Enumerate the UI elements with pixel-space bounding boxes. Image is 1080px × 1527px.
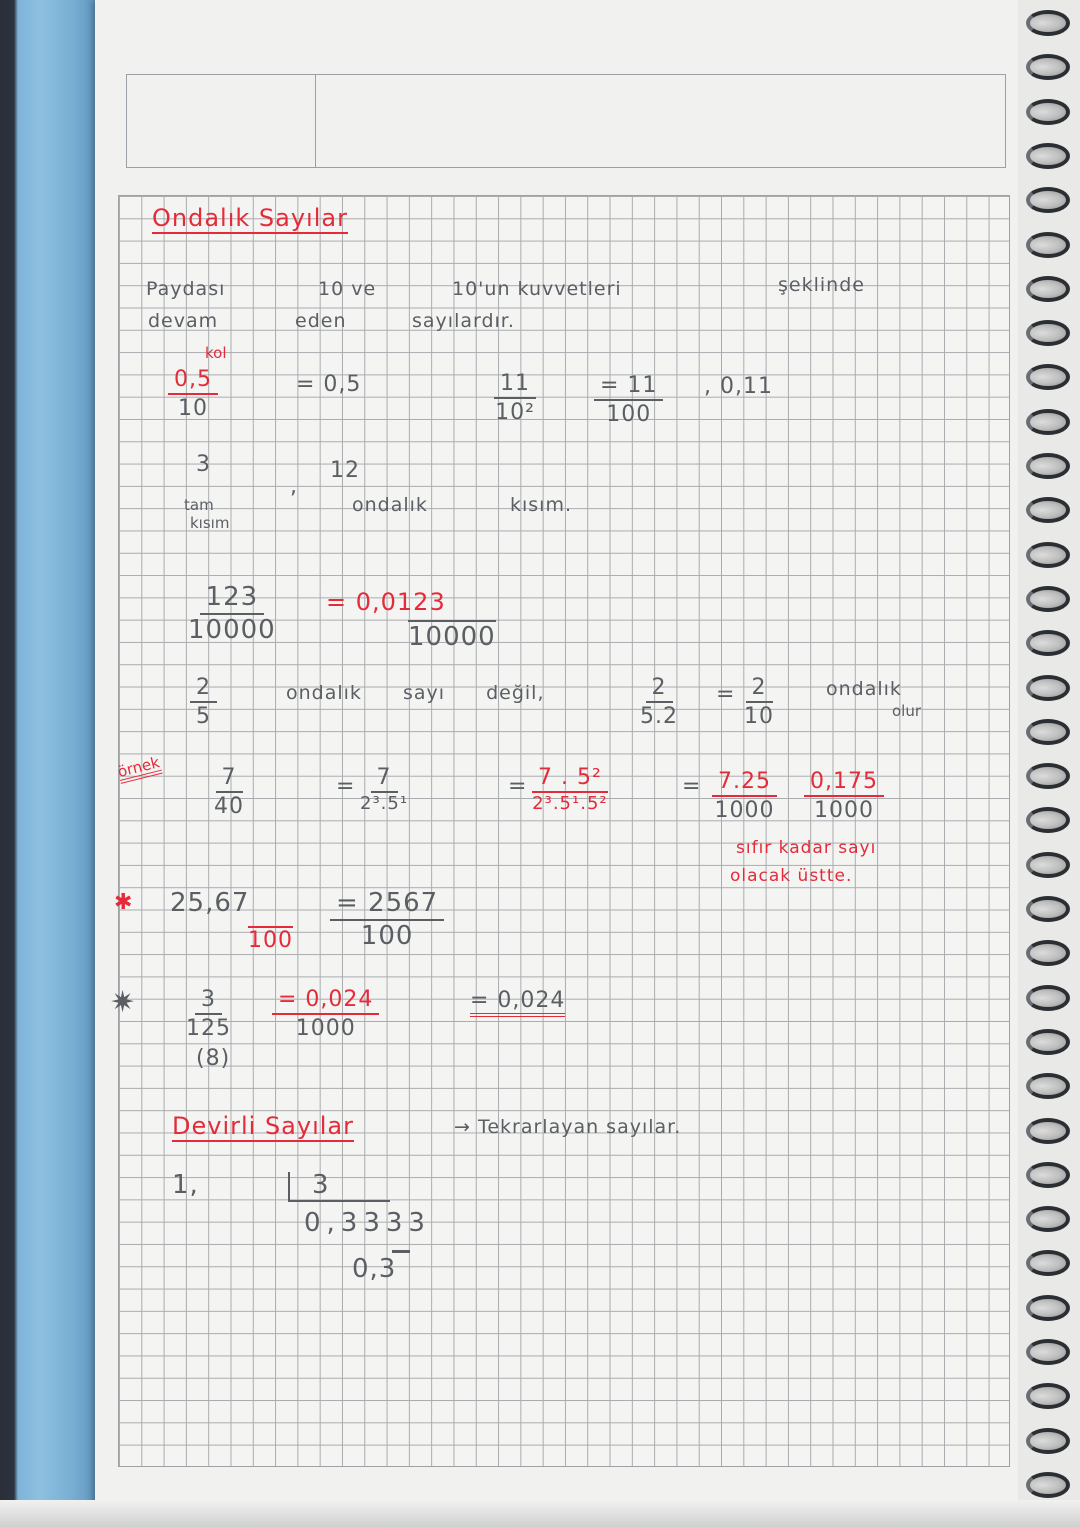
fraction-denominator: 10 xyxy=(178,396,208,422)
spiral-ring xyxy=(1026,586,1070,612)
fraction-0-175-over-1000 xyxy=(804,770,884,822)
fraction-denominator: 2³.5¹.5² xyxy=(532,793,608,815)
result-text: = 0,024 xyxy=(470,988,565,1017)
divisor: 3 xyxy=(288,1172,390,1202)
fraction-numerator: 0,5 xyxy=(168,368,218,395)
grid-paper xyxy=(118,195,1010,1467)
spiral-ring xyxy=(1026,719,1070,745)
dividend: 1, xyxy=(172,1170,199,1200)
fraction-7-25-over-1000 xyxy=(712,770,777,822)
fraction-numerator: 123 xyxy=(200,584,265,615)
decimal-25-67: 25,67 xyxy=(170,888,250,918)
fraction-numerator: 7 xyxy=(216,766,243,793)
fraction-numerator: 2 xyxy=(646,676,673,703)
definition-word: devam xyxy=(148,310,219,332)
example-label: örnek xyxy=(116,755,162,784)
definition-word: 10 ve xyxy=(318,278,377,300)
fraction-11-over-10-squared xyxy=(494,372,536,424)
multiplier-8: (8) xyxy=(196,1046,231,1071)
spiral-ring xyxy=(1026,364,1070,390)
kol-note: kol xyxy=(205,344,227,362)
fraction-numerator: 2 xyxy=(190,676,217,703)
fraction-numerator: 0,175 xyxy=(804,770,884,797)
fraction-numerator: 7.25 xyxy=(712,770,777,797)
whole-part-label-2: kısım xyxy=(190,514,230,532)
spiral-ring xyxy=(1026,1118,1070,1144)
whole-digit: 3 xyxy=(196,452,211,477)
spiral-binding xyxy=(1018,0,1080,1527)
definition-word: 10'un kuvvetleri xyxy=(452,278,622,300)
notebook-cover-edge xyxy=(0,0,100,1527)
asterisk-mark-icon: ✷ xyxy=(110,985,137,1020)
zeros-note-2: olacak üstte. xyxy=(730,866,853,886)
result-0-11: , 0,11 xyxy=(704,374,773,399)
spiral-ring xyxy=(1026,985,1070,1011)
fraction-denominator: 1000 xyxy=(813,798,874,824)
spiral-ring xyxy=(1026,1428,1070,1454)
spiral-ring xyxy=(1026,630,1070,656)
spiral-ring xyxy=(1026,1073,1070,1099)
equals-sign: = xyxy=(508,774,528,799)
decimal-comma: , xyxy=(290,474,298,499)
spiral-ring xyxy=(1026,1029,1070,1055)
fraction-denominator: 2³.5¹ xyxy=(360,793,409,815)
fraction-denominator: 1000 xyxy=(714,798,775,824)
fraction-denominator: 10 xyxy=(744,704,774,730)
decimal-note-2: olur xyxy=(892,702,922,720)
spiral-ring xyxy=(1026,409,1070,435)
spiral-ring xyxy=(1026,542,1070,568)
fraction-7-over-40 xyxy=(214,766,244,818)
decimal-note: ondalık xyxy=(826,678,902,700)
fraction-0-024-over-1000 xyxy=(272,988,379,1040)
header-divider xyxy=(315,74,316,168)
spiral-ring xyxy=(1026,453,1070,479)
definition-word: sayılardır. xyxy=(412,310,515,332)
fraction-denominator: 100 xyxy=(360,921,414,952)
result-0-024 xyxy=(470,990,565,1012)
fraction-11-over-100 xyxy=(594,374,663,426)
zeros-note: sıfır kadar sayı xyxy=(736,838,877,858)
spiral-ring xyxy=(1026,1339,1070,1365)
fraction-numerator: 3 xyxy=(195,988,222,1015)
spiral-ring xyxy=(1026,1206,1070,1232)
quotient: 0,3333 xyxy=(304,1208,431,1238)
spiral-ring xyxy=(1026,852,1070,878)
spiral-ring xyxy=(1026,1250,1070,1276)
spiral-ring xyxy=(1026,10,1070,36)
fraction-123-over-10000 xyxy=(188,584,276,645)
page-bottom-edge xyxy=(0,1500,1080,1527)
denominator-100-note: 100 xyxy=(248,928,293,953)
equals-0-5: = 0,5 xyxy=(296,372,362,397)
spiral-ring xyxy=(1026,232,1070,258)
repeating-notation xyxy=(352,1256,396,1282)
fraction-denominator: 5.2 xyxy=(640,704,678,730)
spiral-ring xyxy=(1026,497,1070,523)
spiral-ring xyxy=(1026,187,1070,213)
decimal-part-label: ondalık xyxy=(352,494,428,516)
equals-sign: = xyxy=(336,774,356,799)
fraction-7-over-prime-factors xyxy=(360,766,408,814)
spiral-ring xyxy=(1026,1472,1070,1498)
whole-part-label: tam xyxy=(184,496,214,514)
spiral-ring xyxy=(1026,320,1070,346)
fraction-denominator: 100 xyxy=(606,402,652,428)
equals-sign: = xyxy=(682,774,702,799)
fraction-numerator: 7 xyxy=(371,766,398,793)
fraction-numerator: 2 xyxy=(746,676,773,703)
fraction-numerator: = 11 xyxy=(594,374,663,401)
repeating-bar xyxy=(392,1250,410,1253)
fraction-numerator: = 2567 xyxy=(330,890,444,921)
section-title-repeating: Devirli Sayılar xyxy=(172,1112,355,1140)
denominator-10000: 10000 xyxy=(408,622,496,652)
definition-word: Paydası xyxy=(146,278,226,300)
star-mark-icon: ✱ xyxy=(114,890,134,915)
fraction-2-over-10 xyxy=(744,676,774,728)
header-box xyxy=(126,74,1006,168)
fraction-3-over-125 xyxy=(186,988,231,1040)
equals-sign: = xyxy=(716,682,736,707)
fraction-0-5-over-10 xyxy=(168,368,218,420)
fraction-denominator: 125 xyxy=(186,1016,231,1042)
repeating-definition: → Tekrarlayan sayılar. xyxy=(454,1116,682,1138)
spiral-ring xyxy=(1026,99,1070,125)
definition-word: şeklinde xyxy=(778,274,865,296)
spiral-ring xyxy=(1026,1295,1070,1321)
decimal-digits: 12 xyxy=(330,458,360,483)
not-decimal-text: ondalık sayı değil, xyxy=(286,682,545,704)
fraction-denominator: 10² xyxy=(495,400,535,426)
repeating-value: 0,3 xyxy=(352,1254,397,1284)
spiral-ring xyxy=(1026,54,1070,80)
definition-word: eden xyxy=(295,310,347,332)
spiral-ring xyxy=(1026,807,1070,833)
spiral-ring xyxy=(1026,1383,1070,1409)
spiral-ring xyxy=(1026,276,1070,302)
fraction-expanded xyxy=(532,766,608,814)
fraction-2-over-5 xyxy=(190,676,217,728)
fraction-2567-over-100 xyxy=(330,890,444,951)
decimal-part-label-2: kısım. xyxy=(510,494,573,516)
spiral-ring xyxy=(1026,1162,1070,1188)
fraction-denominator: 10000 xyxy=(188,615,276,646)
section-title-decimals: Ondalık Sayılar xyxy=(152,204,348,232)
fraction-numerator: = 0,024 xyxy=(272,988,379,1015)
spiral-ring xyxy=(1026,763,1070,789)
equals-0-0123: = 0,0123 xyxy=(326,588,446,616)
spiral-ring xyxy=(1026,896,1070,922)
fraction-numerator: 11 xyxy=(494,372,536,399)
fraction-denominator: 1000 xyxy=(295,1016,356,1042)
fraction-denominator: 5 xyxy=(196,704,211,730)
spiral-ring xyxy=(1026,143,1070,169)
fraction-denominator: 40 xyxy=(214,794,244,820)
spiral-ring xyxy=(1026,940,1070,966)
fraction-numerator: 7 . 5² xyxy=(532,766,608,793)
spiral-ring xyxy=(1026,675,1070,701)
fraction-2-over-5-2 xyxy=(640,676,678,728)
